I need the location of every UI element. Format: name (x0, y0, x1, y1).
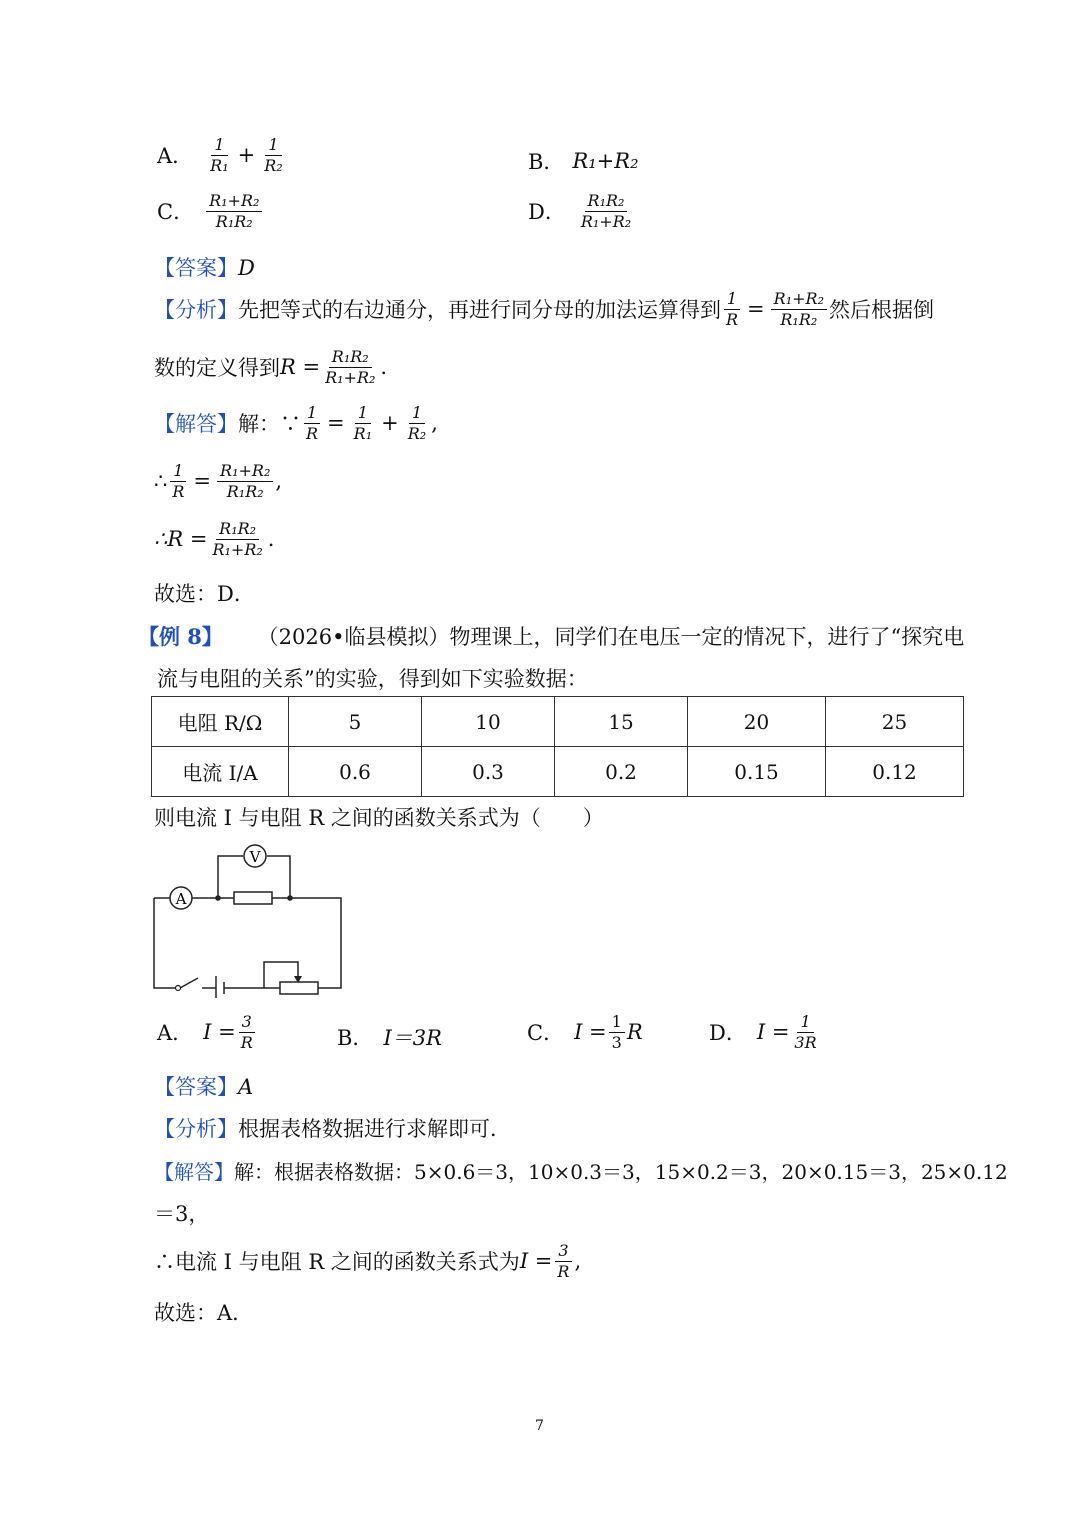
solution-tag: 【解答】 (154, 412, 238, 437)
period: . (380, 355, 388, 380)
table-cell: 0.2 (555, 747, 688, 797)
ammeter-label: A (175, 890, 187, 908)
numerator: R₁R₂ (216, 520, 259, 540)
analysis-line-2 (154, 348, 387, 386)
conclusion: 故选：A． (154, 1301, 254, 1325)
denominator: R₂ (264, 155, 283, 175)
solution-line-2 (154, 462, 282, 500)
numerator: R₁+R₂ (206, 192, 262, 212)
denominator: R₁R₂ (215, 211, 253, 231)
numerator: 1 (170, 462, 186, 482)
answer-value: D (238, 256, 255, 280)
option-label: D． (528, 200, 566, 225)
denominator: 3 (611, 1032, 622, 1052)
math-expression: I = (756, 1020, 790, 1045)
solution-line-1 (154, 404, 438, 442)
table-cell: 5 (289, 697, 422, 747)
operator: + (381, 411, 399, 436)
denominator: R₁ (353, 423, 373, 443)
numerator: 1 (609, 1013, 625, 1033)
solution-line-1 (154, 1156, 1008, 1185)
table-row (152, 747, 964, 797)
operator: + (237, 143, 256, 168)
option-label: A． (157, 1021, 194, 1046)
table-cell: 0.15 (688, 747, 826, 797)
conclusion: 故选：D． (154, 582, 255, 606)
denominator: R (240, 1032, 253, 1052)
fraction (238, 1013, 256, 1051)
solution-text: 解：根据表格数据：5×0.6＝3，10×0.3＝3，15×0.2＝3，20×0.15＝3，25×0.12 (234, 1160, 1008, 1184)
option-expression: I＝3R (383, 1026, 442, 1050)
denominator: R (726, 309, 739, 329)
option-d (709, 1013, 822, 1051)
solution-line-3 (154, 520, 274, 558)
denominator: R₁R₂ (226, 481, 264, 501)
math-expression: I = (203, 1020, 236, 1045)
denominator: R (172, 481, 185, 501)
fraction (322, 348, 378, 386)
answer-value: A (238, 1075, 254, 1099)
numerator: 1 (797, 1013, 813, 1033)
table-row-header: 电阻 R/Ω (152, 697, 289, 747)
solution-intro: 解：∵ (238, 412, 301, 437)
option-d (528, 192, 636, 230)
answer-tag: 【答案】 (154, 1075, 238, 1099)
analysis-line (154, 1113, 511, 1143)
fraction (217, 462, 273, 500)
wire-left (154, 898, 176, 988)
question-text: 则电流 I 与电阻 R 之间的函数关系式为（ ） (154, 806, 604, 830)
table-cell: 25 (826, 697, 964, 747)
numerator: 1 (304, 404, 320, 424)
analysis-text: 先把等式的右边通分，再进行同分母的加法运算得到 (238, 298, 721, 323)
denominator: 3R (794, 1032, 817, 1052)
fraction (578, 192, 634, 230)
numerator: R₁+R₂ (217, 462, 273, 482)
analysis-text: 数的定义得到 (154, 356, 280, 381)
solution-tag: 【解答】 (154, 1160, 234, 1184)
answer-line (154, 1071, 253, 1101)
fraction (609, 1013, 625, 1051)
fraction (554, 1242, 572, 1280)
numerator: 3 (555, 1242, 571, 1262)
math-expression: I = (519, 1249, 553, 1274)
denominator: R (557, 1261, 570, 1281)
question-source: （2026•临县模拟）物理课上，同学们在电压一定的情况下，进行了“探究电 (257, 625, 965, 649)
junction-dot (215, 895, 221, 901)
table-cell: 20 (688, 697, 826, 747)
voltmeter-label: V (249, 848, 261, 866)
table-cell: 0.12 (826, 747, 964, 797)
option-label: B． (337, 1026, 374, 1050)
solution-text: ∴电流 I 与电阻 R 之间的函数关系式为 (154, 1250, 520, 1275)
numerator: 1 (211, 136, 227, 156)
numerator: R₁R₂ (329, 348, 372, 368)
table-row-header: 电流 I/A (152, 747, 289, 797)
example-tag: 【例 8】 (138, 624, 223, 649)
option-c (527, 1013, 643, 1051)
equals-sign: = (747, 297, 765, 322)
math-expression: ∴R = (154, 527, 208, 552)
option-label: A． (157, 144, 194, 169)
denominator: R (306, 423, 319, 443)
solution-line-3 (154, 1242, 581, 1280)
rheostat (280, 982, 318, 994)
denominator: R₁ (210, 155, 229, 175)
solution-line-2: ＝3， (154, 1202, 210, 1226)
option-c (157, 192, 264, 230)
numerator: R₁R₂ (585, 192, 628, 212)
data-table (151, 696, 964, 797)
fraction (791, 1013, 819, 1051)
option-label: C． (527, 1021, 565, 1046)
resistor (234, 892, 272, 904)
option-b (528, 146, 639, 176)
analysis-tag: 【分析】 (154, 1117, 238, 1141)
numerator: 1 (265, 136, 281, 156)
option-a (157, 136, 288, 174)
fraction (209, 520, 265, 558)
numerator: 1 (409, 404, 425, 424)
fraction (207, 136, 231, 174)
option-a (157, 1013, 258, 1051)
table-cell: 0.6 (289, 747, 422, 797)
analysis-line-1 (154, 290, 934, 328)
numerator: R₁+R₂ (771, 290, 827, 310)
question-header (138, 621, 964, 651)
fraction (169, 462, 187, 500)
fraction (261, 136, 285, 174)
therefore-sign: ∴ (154, 469, 168, 494)
analysis-tag: 【分析】 (154, 298, 238, 323)
fraction (405, 404, 429, 442)
table-row (152, 697, 964, 747)
option-label: C． (157, 200, 195, 225)
numerator: 1 (355, 404, 371, 424)
comma: , (275, 469, 283, 494)
circuit-diagram (150, 840, 350, 1000)
fraction (303, 404, 321, 442)
switch-pivot (176, 986, 181, 991)
equals-sign: = (193, 469, 212, 494)
option-label: D． (709, 1021, 747, 1046)
option-expression: R₁+R₂ (572, 149, 639, 173)
fraction (771, 290, 827, 328)
numerator: 3 (239, 1013, 255, 1033)
period: . (267, 527, 275, 552)
option-label: B． (528, 150, 565, 174)
comma: , (574, 1249, 582, 1274)
fraction (351, 404, 375, 442)
fraction (723, 290, 741, 328)
table-cell: 0.3 (422, 747, 555, 797)
math-expression: R = (280, 355, 321, 380)
wire-right (272, 898, 341, 988)
table-cell: 10 (422, 697, 555, 747)
page-number: 7 (535, 1418, 544, 1434)
denominator: R₁+R₂ (212, 539, 263, 559)
denominator: R₂ (407, 423, 427, 443)
denominator: R₁+R₂ (580, 211, 632, 231)
equals-sign: = (327, 411, 345, 436)
math-expression: R (626, 1020, 643, 1045)
denominator: R₁+R₂ (325, 367, 376, 387)
answer-line (154, 252, 255, 282)
denominator: R₁R₂ (780, 309, 818, 329)
analysis-text: 根据表格数据进行求解即可． (238, 1117, 511, 1141)
math-expression: I = (574, 1020, 607, 1045)
comma: , (431, 411, 438, 436)
analysis-text: 然后根据倒 (828, 298, 934, 323)
option-b (337, 1022, 442, 1052)
table-cell: 15 (555, 697, 688, 747)
numerator: 1 (724, 290, 740, 310)
fraction (206, 192, 262, 230)
switch (180, 978, 198, 988)
answer-tag: 【答案】 (154, 256, 238, 280)
question-source-cont: 流与电阻的关系”的实验，得到如下实验数据： (157, 667, 588, 691)
junction-dot (287, 895, 293, 901)
